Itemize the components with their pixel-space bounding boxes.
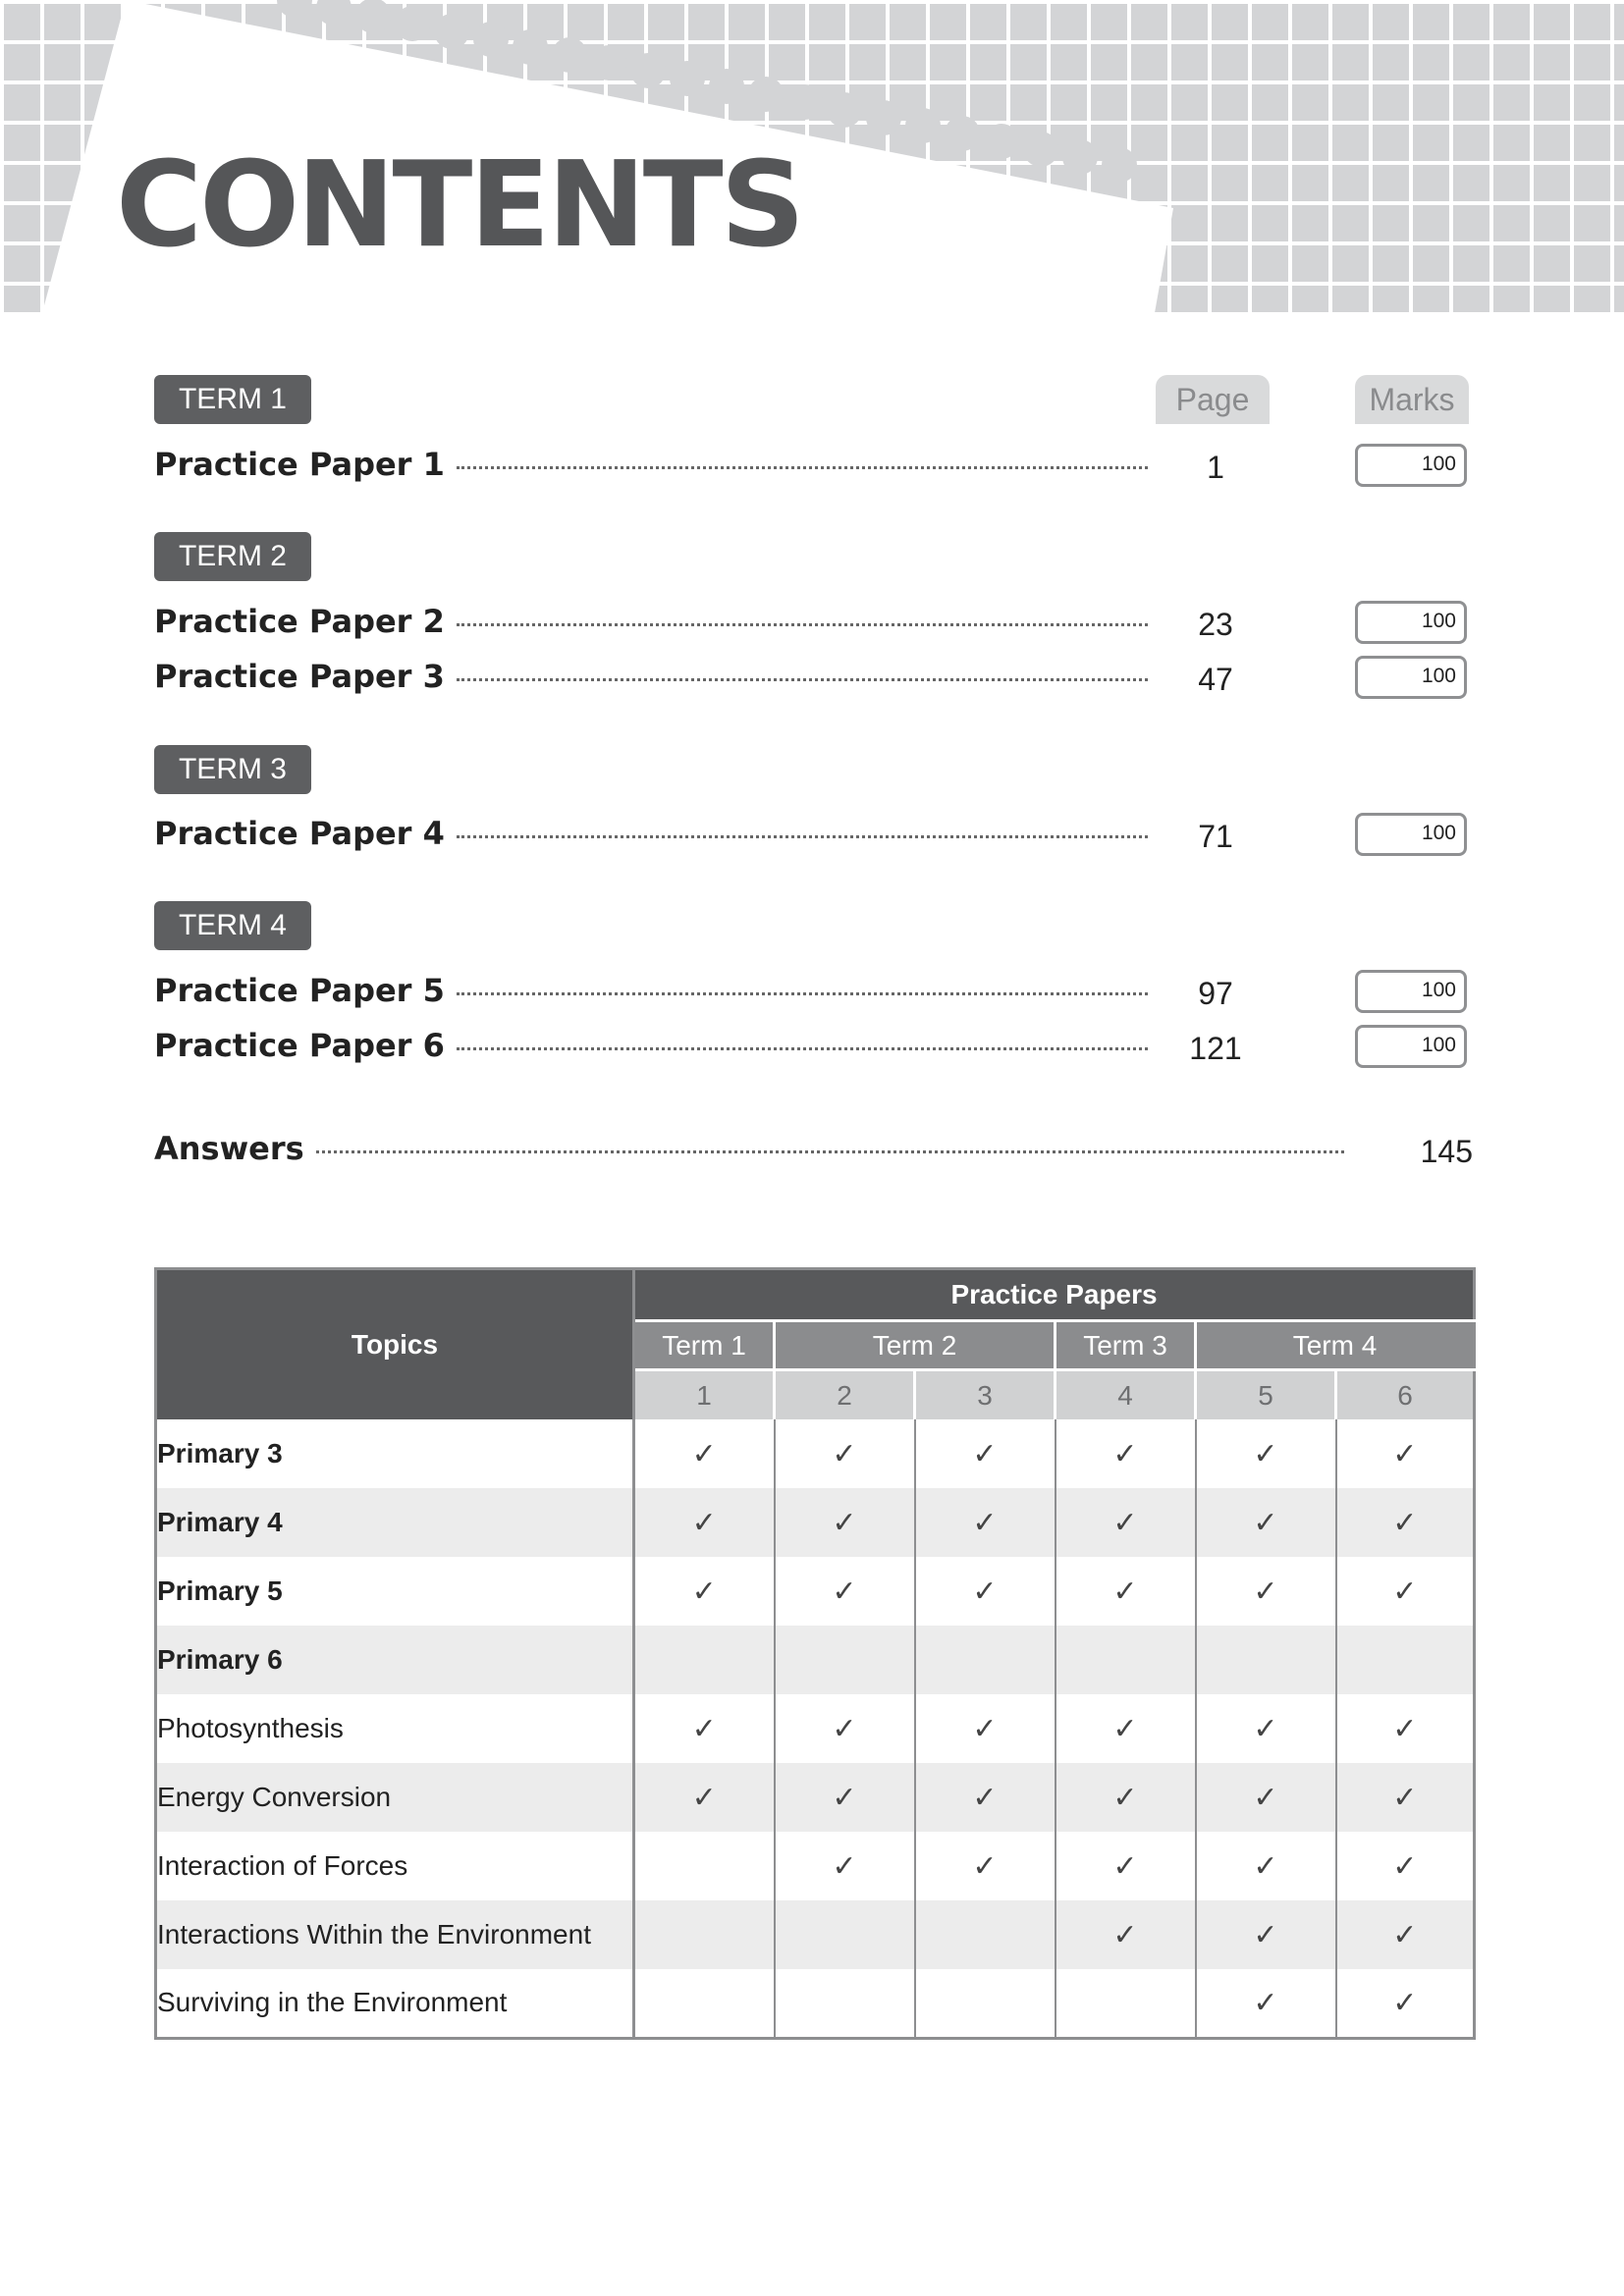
page-number: 23 — [1198, 607, 1233, 642]
checkmark-cell: ✓ — [1196, 1900, 1336, 1969]
paper-number-header: 4 — [1056, 1370, 1196, 1420]
practice-papers-header: Practice Papers — [634, 1269, 1475, 1321]
checkmark-cell: ✓ — [1392, 1575, 1418, 1608]
checkmark-cell: ✓ — [775, 1419, 915, 1488]
dot-leader — [457, 992, 1148, 995]
empty-cell — [775, 1900, 915, 1969]
table-row — [156, 1626, 1475, 1694]
checkmark-cell: ✓ — [915, 1763, 1056, 1832]
page-number: 121 — [1189, 1031, 1242, 1066]
checkmark-cell: ✓ — [1392, 1849, 1418, 1883]
term-header: Term 1 — [634, 1321, 775, 1370]
checkmark-cell: ✓ — [634, 1557, 775, 1626]
checkmark-cell: ✓ — [1196, 1557, 1336, 1626]
topic-name: Interaction of Forces — [156, 1832, 634, 1900]
empty-cell — [1056, 1969, 1196, 2038]
page-number: 47 — [1198, 662, 1233, 697]
checkmark-cell: ✓ — [634, 1694, 775, 1763]
term-3-label: TERM 3 — [154, 745, 311, 794]
checkmark-cell: ✓ — [1056, 1900, 1196, 1969]
entry-title: Practice Paper 5 — [154, 972, 445, 1009]
marks-box — [1355, 1025, 1467, 1068]
checkmark-cell: ✓ — [1196, 1488, 1336, 1557]
table-row — [156, 1557, 1475, 1626]
checkmark-cell: ✓ — [1336, 1488, 1475, 1557]
dot-leader — [316, 1150, 1344, 1153]
checkmark-cell: ✓ — [1392, 1986, 1418, 2019]
table-row — [156, 1419, 1475, 1488]
checkmark-cell: ✓ — [775, 1488, 915, 1557]
paper-number-header: 2 — [775, 1370, 915, 1420]
page-number: 1 — [1207, 450, 1224, 485]
toc-entry-practice-paper-4[interactable] — [154, 815, 1154, 858]
checkmark-cell: ✓ — [1196, 1969, 1336, 2038]
page-number: 145 — [1420, 1134, 1473, 1169]
toc-entry-practice-paper-6[interactable] — [154, 1027, 1154, 1070]
toc-entry-practice-paper-3[interactable] — [154, 658, 1154, 701]
marks-value: 100 — [1421, 1034, 1456, 1056]
marks-value: 100 — [1421, 822, 1456, 844]
topic-name: Primary 4 — [156, 1488, 634, 1557]
checkmark-cell: ✓ — [775, 1763, 915, 1832]
page-column-header: Page — [1156, 375, 1270, 424]
checkmark-cell: ✓ — [1056, 1694, 1196, 1763]
topics-table-body — [156, 1419, 1475, 2038]
term-4-label: TERM 4 — [154, 901, 311, 950]
marks-value: 100 — [1421, 453, 1456, 475]
marks-box — [1355, 656, 1467, 699]
topic-name: Interactions Within the Environment — [156, 1900, 634, 1969]
toc-entry-practice-paper-1[interactable] — [154, 446, 1154, 489]
checkmark-cell: ✓ — [1196, 1763, 1336, 1832]
checkmark-cell: ✓ — [915, 1419, 1056, 1488]
empty-cell — [634, 1832, 775, 1900]
marks-box — [1355, 970, 1467, 1013]
page-number: 71 — [1198, 819, 1233, 854]
checkmark-cell: ✓ — [775, 1557, 915, 1626]
marks-value: 100 — [1421, 665, 1456, 687]
dot-leader — [457, 1047, 1148, 1050]
empty-cell — [634, 1626, 775, 1694]
marks-box — [1355, 444, 1467, 487]
entry-title: Practice Paper 3 — [154, 658, 445, 695]
marks-value: 100 — [1421, 610, 1456, 632]
page-title: CONTENTS — [116, 137, 803, 274]
paper-number-header: 6 — [1336, 1370, 1475, 1420]
dot-leader — [457, 835, 1148, 838]
term-header: Term 3 — [1056, 1321, 1196, 1370]
dot-leader — [457, 623, 1148, 626]
table-row — [156, 1832, 1475, 1900]
entry-title: Practice Paper 1 — [154, 446, 445, 483]
topic-name: Primary 3 — [156, 1419, 634, 1488]
empty-cell — [634, 1900, 775, 1969]
paper-number-header: 5 — [1196, 1370, 1336, 1420]
empty-cell — [1336, 1626, 1475, 1694]
term-2-label: TERM 2 — [154, 532, 311, 581]
marks-value: 100 — [1421, 979, 1456, 1001]
empty-cell — [1056, 1626, 1196, 1694]
marks-box — [1355, 601, 1467, 644]
checkmark-cell: ✓ — [1056, 1488, 1196, 1557]
toc-entry-practice-paper-2[interactable] — [154, 603, 1154, 646]
checkmark-cell: ✓ — [1196, 1419, 1336, 1488]
topic-name: Photosynthesis — [156, 1694, 634, 1763]
table-row — [156, 1969, 1475, 2038]
term-header: Term 2 — [775, 1321, 1056, 1370]
checkmark-cell: ✓ — [634, 1419, 775, 1488]
checkmark-cell: ✓ — [775, 1832, 915, 1900]
checkmark-cell: ✓ — [775, 1694, 915, 1763]
empty-cell — [915, 1969, 1056, 2038]
page-number: 97 — [1198, 976, 1233, 1011]
toc-entry-answers[interactable] — [154, 1130, 1350, 1173]
empty-cell — [775, 1626, 915, 1694]
table-row — [156, 1488, 1475, 1557]
table-row — [156, 1694, 1475, 1763]
entry-title: Practice Paper 2 — [154, 603, 445, 640]
paper-number-header: 1 — [634, 1370, 775, 1420]
empty-cell — [775, 1969, 915, 2038]
empty-cell — [915, 1626, 1056, 1694]
empty-cell — [1196, 1626, 1336, 1694]
checkmark-cell: ✓ — [1196, 1832, 1336, 1900]
checkmark-cell: ✓ — [1336, 1763, 1475, 1832]
topic-name: Energy Conversion — [156, 1763, 634, 1832]
entry-title: Answers — [154, 1130, 304, 1167]
empty-cell — [634, 1969, 775, 2038]
checkmark-cell: ✓ — [1056, 1763, 1196, 1832]
checkmark-cell: ✓ — [1336, 1900, 1475, 1969]
checkmark-cell: ✓ — [1056, 1419, 1196, 1488]
checkmark-cell: ✓ — [1056, 1832, 1196, 1900]
paper-number-header: 3 — [915, 1370, 1056, 1420]
term-1-label: TERM 1 — [154, 375, 311, 424]
topics-header: Topics — [156, 1269, 634, 1420]
checkmark-cell: ✓ — [915, 1488, 1056, 1557]
topic-name: Primary 5 — [156, 1557, 634, 1626]
topic-name: Surviving in the Environment — [156, 1969, 634, 2038]
checkmark-cell: ✓ — [1392, 1712, 1418, 1745]
checkmark-cell: ✓ — [1196, 1694, 1336, 1763]
checkmark-cell: ✓ — [1392, 1437, 1418, 1470]
term-header: Term 4 — [1196, 1321, 1475, 1370]
checkmark-cell: ✓ — [634, 1488, 775, 1557]
checkmark-cell: ✓ — [634, 1763, 775, 1832]
dot-leader — [457, 678, 1148, 681]
empty-cell — [915, 1900, 1056, 1969]
marks-column-header: Marks — [1355, 375, 1469, 424]
checkmark-cell: ✓ — [1056, 1557, 1196, 1626]
entry-title: Practice Paper 6 — [154, 1027, 445, 1064]
topic-name: Primary 6 — [156, 1626, 634, 1694]
checkmark-cell: ✓ — [915, 1694, 1056, 1763]
entry-title: Practice Paper 4 — [154, 815, 445, 852]
table-row — [156, 1763, 1475, 1832]
checkmark-cell: ✓ — [915, 1832, 1056, 1900]
table-row — [156, 1900, 1475, 1969]
marks-box — [1355, 813, 1467, 856]
checkmark-cell: ✓ — [915, 1557, 1056, 1626]
topics-table — [154, 1267, 1476, 2040]
dot-leader — [457, 466, 1148, 469]
toc-entry-practice-paper-5[interactable] — [154, 972, 1154, 1015]
